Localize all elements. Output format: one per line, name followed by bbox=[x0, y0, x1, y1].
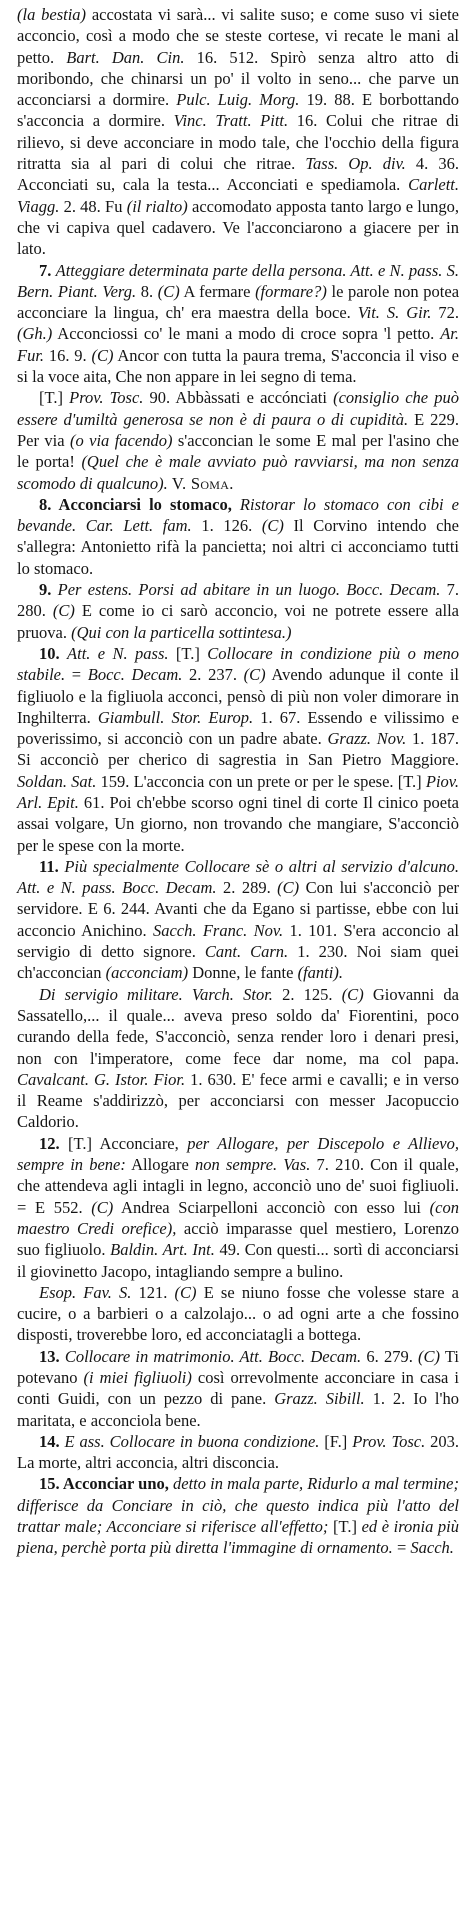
italic-text: (la bestia) bbox=[17, 5, 87, 24]
italic-text: Sacch. bbox=[410, 1538, 454, 1558]
italic-text: (i miei figliuoli) bbox=[83, 1368, 192, 1387]
italic-text: Collocare in matrimonio. Att. Bocc. Decam. bbox=[64, 1346, 362, 1366]
plain-text: 61. Poi ch'ebbe scorso ogni tinel di corte Il cinico poeta assai volgare, Un giorno, non trovando che mangiare, S'acconciò per le spese con la morte. bbox=[17, 792, 459, 855]
entry-paragraph bbox=[17, 984, 459, 1133]
italic-text: E ass. Collocare in buona condizione. bbox=[64, 1431, 320, 1451]
italic-text: Cant. Carn. bbox=[204, 942, 289, 962]
italic-text: Tass. Op. div. bbox=[305, 154, 406, 174]
plain-text: così orrevolmente acconciare in casa i conti Guidi, con un pezzo di pane. bbox=[17, 1368, 459, 1409]
plain-text: 1. 230. Noi siam quei ch'acconcian bbox=[17, 942, 459, 983]
plain-text: 1. 101. S'era acconcio al servigio di detto signore. bbox=[17, 920, 459, 962]
plain-text bbox=[60, 644, 67, 663]
italic-text: (C) bbox=[157, 281, 180, 301]
bold-text: 10. bbox=[39, 643, 60, 663]
smallcaps-text: V. Soma. bbox=[171, 473, 234, 493]
italic-text: (C) bbox=[243, 665, 266, 685]
italic-text: Grazz. Nov. bbox=[327, 729, 407, 749]
bold-text: 7. bbox=[39, 260, 52, 280]
plain-text: = bbox=[65, 665, 88, 685]
plain-text: 1. 2. Io l'ho maritata, e acconciola bene. bbox=[17, 1389, 459, 1430]
entry-paragraph bbox=[17, 260, 459, 388]
bold-text: 8. Acconciarsi lo stomaco, bbox=[39, 494, 232, 514]
plain-text: 159. L'acconcia con un prete or per le spese. [T.] bbox=[96, 771, 426, 791]
plain-text: [F.] bbox=[319, 1431, 353, 1451]
plain-text: 7. 280. bbox=[17, 580, 460, 621]
plain-text: E come io ci sarò acconcio, voi ne potrete essere alla pruova. bbox=[17, 601, 460, 642]
plain-text: accostata vi sarà... vi salite suso; e come suso vi siete acconcio, così a modo che se steste cortese, vi recate le mani al petto. bbox=[17, 5, 459, 67]
plain-text: 49. Con questi... sortì di acconciarsi il giovinetto Jacopo, intagliando sempre a bulino. bbox=[17, 1240, 459, 1281]
plain-text: 6. 279. bbox=[361, 1346, 419, 1366]
italic-text: Pulc. Luig. Morg. bbox=[176, 90, 300, 110]
bold-text: 15. Acconciar uno, bbox=[39, 1474, 169, 1494]
plain-text: [T.] bbox=[168, 643, 208, 663]
entry-paragraph bbox=[17, 1346, 459, 1431]
bold-text: 11. bbox=[39, 856, 59, 876]
plain-text: 2. 237. bbox=[182, 665, 244, 685]
plain-text: 2. 48. Fu bbox=[59, 196, 127, 216]
italic-text: per Allogare, per Discepolo e Allievo, sempre in bene: bbox=[17, 1133, 460, 1175]
plain-text: acciò imparasse quel mestiero, Lorenzo suo figliuolo. bbox=[17, 1218, 459, 1260]
plain-text: s'acconcian le some E mal per l'asino che le porta! bbox=[17, 430, 459, 472]
italic-text: Vinc. Tratt. Pitt. bbox=[173, 111, 289, 131]
plain-text: 1. 630. E' fece armi e cavalli; e in verso il Reame s'addirizzò, per acconciarsi con messer Jacopuccio Caldorio. bbox=[17, 1069, 460, 1132]
entry-paragraph bbox=[17, 1133, 459, 1282]
plain-text: 1. 126. bbox=[191, 516, 262, 536]
italic-text: Per estens. Porsi ad abitare in un luogo. Bocc. Decam. bbox=[57, 580, 441, 600]
plain-text: 1. 187. Si acconciò per cherico di sagrestia in San Pietro Maggiore. bbox=[17, 729, 459, 770]
italic-text: Prov. Tosc. bbox=[69, 388, 144, 408]
italic-text: (formare?) bbox=[255, 281, 327, 301]
italic-text: Atteggiare determinata parte della persona. Att. e N. pass. S. Bern. Piant. Verg. bbox=[17, 260, 460, 301]
plain-text: Giovanni da Sassatello,... il quale... aveva preso soldo da' Fiorentini, poco curando della fede, S'acconciò, senza render loro i denari presi, non con l'imperatore, come fece dar nome, ma col papa. bbox=[17, 984, 460, 1068]
italic-text: (C) bbox=[277, 878, 300, 898]
plain-text: Con lui s'acconciò per servidore. E 6. 244. Avanti che da Egano si partisse, ebbe con lui acconcio Anichino. bbox=[17, 878, 460, 940]
italic-text: Bocc. Decam. bbox=[87, 665, 183, 685]
plain-text: Il Corvino intendo che s'allegra: Antonietto rifà la pancietta; noi altri ci acconciamo tutti lo stomaco. bbox=[17, 516, 459, 578]
plain-text: 2. 289. bbox=[216, 878, 278, 898]
plain-text: [T.] bbox=[328, 1517, 362, 1537]
plain-text: Avendo adunque il conte il figliuolo e la figliuola acconci, pensò di più non voler dimorare in Inghilterra. bbox=[17, 665, 459, 727]
plain-text: 8. bbox=[136, 281, 158, 301]
plain-text: 16. 512. Spirò senza altro atto di moribondo, che chinarsi un po' il volto in seno... che parve un acconciarsi a dormire. bbox=[17, 47, 459, 110]
italic-text: (consiglio che può essere d'umiltà generosa se non è di paura o di cupidità. bbox=[17, 388, 460, 429]
plain-text: 1. 67. Essendo e vilissimo e poverissimo, si acconciò con un padre abate. bbox=[17, 707, 459, 749]
italic-text: (C) bbox=[341, 984, 364, 1004]
plain-text: 121. bbox=[131, 1282, 175, 1302]
plain-text: 16. 9. bbox=[44, 345, 92, 365]
italic-text: (C) bbox=[174, 1282, 197, 1302]
italic-text: (C) bbox=[261, 516, 284, 536]
plain-text: E se niuno fosse che volesse stare a cucire, o a barbieri o a calzolajo... o ad ogni arte a che fossino disposti, troverebbe loro, ed acconciatagli a bottega. bbox=[17, 1282, 460, 1345]
italic-text: (C) bbox=[52, 601, 75, 621]
plain-text: [T.] Acconciare, bbox=[59, 1133, 188, 1153]
plain-text: 72. bbox=[431, 303, 460, 323]
italic-text: Baldin. Art. Int. bbox=[110, 1240, 215, 1260]
plain-text: 2. 125. bbox=[272, 984, 342, 1004]
italic-text: Sacch. Franc. Nov. bbox=[152, 920, 284, 940]
italic-text: Piov. Arl. Epit. bbox=[17, 771, 460, 812]
italic-text: Più specialmente Collocare sè o altri al servizio d'alcuno. Att. e N. pass. Bocc. Decam. bbox=[17, 856, 459, 898]
plain-text: Ti potevano bbox=[17, 1346, 460, 1387]
italic-text: Prov. Tosc. bbox=[352, 1431, 426, 1451]
italic-text: (C) bbox=[91, 345, 114, 365]
italic-text: Bart. Dan. Cin. bbox=[66, 47, 185, 67]
italic-text: Vit. S. Gir. bbox=[357, 303, 432, 323]
italic-text: Att. e N. pass. bbox=[67, 643, 169, 663]
italic-text: Giambull. Stor. Europ. bbox=[97, 707, 254, 727]
entry-paragraph bbox=[17, 643, 459, 856]
italic-text: (con maestro Credi orefice), bbox=[17, 1197, 459, 1238]
italic-text: ed è ironia più piena, perchè porta più diretta l'immagine di ornamento. bbox=[17, 1517, 459, 1558]
italic-text: Esop. Fav. S. bbox=[39, 1282, 132, 1302]
italic-text: non sempre. Vas. bbox=[195, 1155, 311, 1175]
plain-text: 4. 36. Acconciati su, cala la testa... Acconciati e spediamola. bbox=[17, 154, 460, 195]
plain-text: [T.] bbox=[39, 388, 70, 408]
italic-text: (C) bbox=[418, 1346, 441, 1366]
italic-text: Di servigio militare. Varch. Stor. bbox=[39, 984, 273, 1004]
plain-text: = bbox=[392, 1538, 411, 1558]
entry-paragraph bbox=[17, 387, 459, 493]
italic-text: Soldan. Sat. bbox=[17, 771, 97, 791]
italic-text: (Qui con la particella sottintesa.) bbox=[71, 622, 292, 642]
plain-text: le parole non potea acconciare la lingua, ch' era maestra della boce. bbox=[17, 281, 460, 323]
bold-text: 12. bbox=[39, 1133, 60, 1153]
italic-text: Carlett. Viagg. bbox=[17, 175, 459, 216]
italic-text: (fanti). bbox=[297, 963, 343, 983]
italic-text: Cavalcant. G. Istor. Fior. bbox=[17, 1069, 186, 1089]
plain-text: accomodato apposta tanto largo e lungo, che vi capiva quel cadavero. Ve l'acconciarono a giacere per in lato. bbox=[17, 196, 459, 259]
italic-text: detto in mala parte, Ridurlo a mal termine; differisce da Conciare in ciò, che questo indica più l'atto del trattar male; Acconciare si riferisce all'effetto; bbox=[17, 1474, 459, 1537]
entry-paragraph bbox=[17, 856, 459, 984]
plain-text: Acconciossi co' le mani a modo di croce sopra 'l petto. bbox=[52, 324, 441, 344]
italic-text: Ar. Fur. bbox=[17, 324, 459, 365]
plain-text: Andrea Sciarpelloni acconciò con esso lui bbox=[113, 1197, 430, 1217]
plain-text: 19. 88. E borbottando s'acconcia a dormire. bbox=[17, 90, 459, 131]
plain-text: Allogare bbox=[125, 1155, 196, 1175]
entry-paragraph bbox=[17, 579, 459, 643]
italic-text: (acconciam) bbox=[105, 963, 189, 983]
bold-text: 14. bbox=[39, 1431, 60, 1451]
entry-paragraph bbox=[17, 494, 459, 579]
bold-text: 9. bbox=[39, 580, 52, 600]
entry-paragraph bbox=[17, 1282, 459, 1346]
italic-text: (o via facendo) bbox=[69, 430, 173, 450]
entry-paragraph bbox=[17, 1473, 459, 1558]
italic-text: (C) bbox=[91, 1197, 114, 1217]
plain-text: 7. 210. Con il quale, che attendeva agli intagli in legno, acconciò uno de' suoi figliuoli. = E 552. bbox=[17, 1155, 459, 1217]
plain-text: Ancor con tutta la paura trema, S'acconcia il viso e si la voce aita, Che non appare in lei segno di tema. bbox=[17, 345, 460, 387]
italic-text: (Gh.) bbox=[17, 324, 53, 344]
plain-text: Donne, le fante bbox=[188, 963, 298, 983]
italic-text: Ristorar lo stomaco con cibi e bevande. Car. Lett. fam. bbox=[17, 494, 459, 536]
entry-paragraph bbox=[17, 4, 459, 260]
italic-text: (Quel che è male avviato può ravviarsi, ma non senza scomodo di qualcuno). bbox=[17, 452, 459, 493]
plain-text: 203. La morte, altri acconcia, altri disconcia. bbox=[17, 1431, 460, 1473]
plain-text: 90. Abbàssati e accónciati bbox=[143, 388, 334, 408]
plain-text: E 229. Per via bbox=[17, 409, 459, 450]
plain-text: A fermare bbox=[179, 281, 256, 301]
plain-text: 16. Colui che ritrae di rilievo, si deve acconciare in modo tale, che l'occhio della figura ritratta sia al pari di colui che ritrae. bbox=[17, 111, 459, 174]
bold-text: 13. bbox=[39, 1346, 60, 1366]
italic-text: Grazz. Sibill. bbox=[274, 1389, 365, 1409]
plain-text bbox=[232, 495, 240, 514]
italic-text: (il rialto) bbox=[126, 196, 188, 216]
entry-paragraph bbox=[17, 1431, 459, 1474]
italic-text: Collocare in condizione più o meno stabile. bbox=[17, 643, 460, 685]
